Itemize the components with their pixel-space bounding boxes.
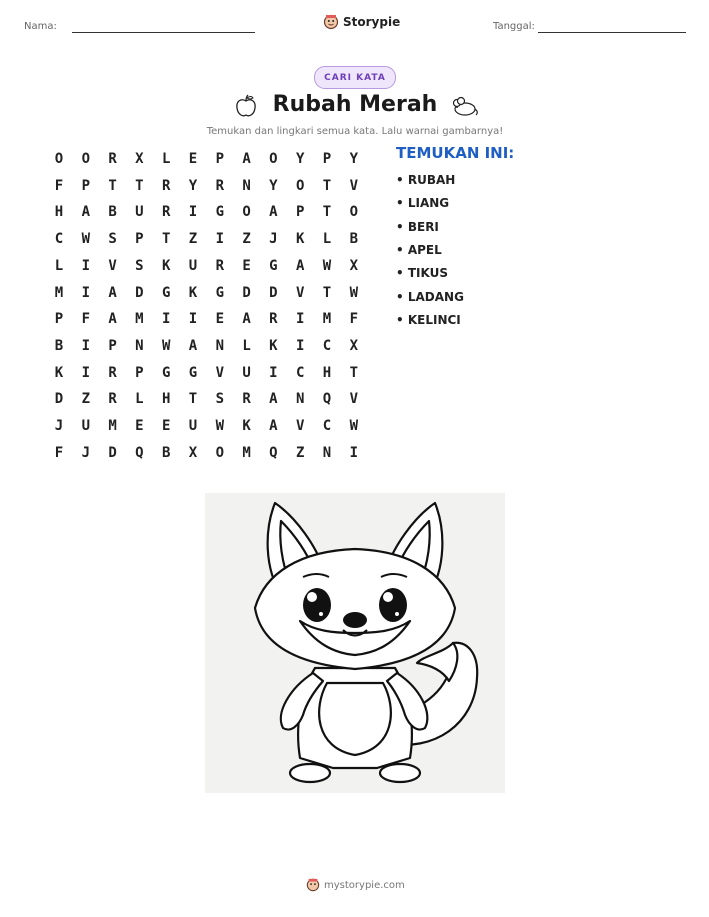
grid-letter[interactable]: N	[215, 337, 225, 354]
grid-letter[interactable]: O	[54, 151, 64, 167]
grid-letter[interactable]: G	[161, 284, 171, 301]
grid-letter[interactable]: V	[295, 418, 305, 434]
word-list-item: • KELINCI	[396, 312, 461, 327]
grid-letter[interactable]: Y	[188, 177, 198, 194]
grid-letter[interactable]: R	[161, 177, 171, 194]
grid-letter[interactable]: N	[242, 177, 251, 194]
grid-letter[interactable]: W	[81, 231, 91, 248]
grid-letter[interactable]: C	[54, 231, 64, 248]
word-list-item: • TIKUS	[396, 266, 448, 281]
grid-letter[interactable]: F	[349, 311, 359, 328]
grid-letter[interactable]: D	[108, 444, 117, 461]
brand-name: Storypie	[343, 15, 401, 29]
grid-letter[interactable]: L	[161, 151, 171, 167]
grid-letter[interactable]: A	[81, 204, 91, 221]
grid-letter[interactable]: G	[269, 257, 278, 274]
grid-letter[interactable]: I	[188, 204, 198, 221]
grid-letter[interactable]: I	[188, 311, 198, 328]
grid-letter[interactable]: V	[349, 391, 359, 408]
grid-letter[interactable]: F	[81, 311, 91, 328]
grid-letter[interactable]: R	[215, 177, 225, 194]
grid-letter[interactable]: P	[322, 151, 332, 167]
grid-letter[interactable]: G	[161, 364, 171, 381]
word-list-item: • RUBAH	[396, 173, 456, 187]
word-list-item: • APEL	[396, 242, 442, 257]
date-line[interactable]	[538, 32, 686, 33]
grid-letter[interactable]: R	[108, 391, 117, 408]
grid-letter[interactable]: U	[81, 418, 91, 434]
storypie-footer-icon	[306, 878, 320, 892]
grid-letter[interactable]: K	[242, 418, 251, 434]
grid-letter[interactable]: O	[349, 204, 359, 221]
grid-letter[interactable]: T	[322, 204, 332, 221]
grid-letter[interactable]: U	[188, 257, 198, 274]
footer-url: mystorypie.com	[324, 879, 405, 891]
name-line[interactable]	[72, 32, 255, 33]
grid-letter[interactable]: B	[108, 204, 117, 221]
grid-letter[interactable]: A	[188, 337, 198, 354]
grid-letter[interactable]: M	[54, 284, 64, 301]
grid-letter[interactable]: N	[295, 391, 305, 408]
grid-letter[interactable]: Q	[135, 444, 144, 461]
grid-letter[interactable]: A	[242, 151, 251, 167]
grid-letter[interactable]: P	[135, 364, 144, 381]
grid-letter[interactable]: Z	[242, 231, 251, 248]
grid-letter[interactable]: J	[81, 444, 91, 461]
grid-letter[interactable]: Y	[349, 151, 359, 167]
grid-letter[interactable]: T	[161, 231, 171, 248]
grid-letter[interactable]: R	[108, 364, 117, 381]
grid-letter[interactable]: Z	[81, 391, 91, 408]
grid-letter[interactable]: W	[349, 418, 359, 434]
page-title: Rubah Merah	[272, 92, 438, 117]
footer	[306, 878, 405, 892]
grid-letter[interactable]: C	[322, 418, 332, 434]
grid-letter[interactable]: O	[81, 151, 91, 167]
storypie-logo-icon	[323, 14, 339, 30]
grid-letter[interactable]: I	[295, 337, 305, 354]
grid-letter[interactable]: B	[161, 444, 171, 461]
activity-badge: CARI KATA	[314, 66, 396, 89]
grid-letter[interactable]: T	[349, 364, 359, 381]
date-label: Tanggal:	[493, 21, 535, 32]
grid-letter[interactable]: T	[322, 177, 332, 194]
grid-letter[interactable]: V	[215, 364, 225, 381]
grid-letter[interactable]: P	[81, 177, 91, 194]
grid-letter[interactable]: T	[108, 177, 117, 194]
grid-letter[interactable]: K	[188, 284, 198, 301]
grid-letter[interactable]: M	[242, 444, 251, 461]
grid-letter[interactable]: E	[161, 418, 171, 434]
grid-letter[interactable]: T	[135, 177, 144, 194]
grid-letter[interactable]: H	[161, 391, 171, 408]
name-label: Nama:	[24, 21, 57, 32]
grid-letter[interactable]: L	[54, 257, 64, 274]
grid-letter[interactable]: D	[269, 284, 278, 301]
grid-letter[interactable]: A	[242, 311, 251, 328]
grid-letter[interactable]: R	[108, 151, 117, 167]
mouse-icon	[448, 94, 480, 118]
instructions: Temukan dan lingkari semua kata. Lalu warnai gambarnya!	[206, 126, 504, 137]
grid-letter[interactable]: L	[135, 391, 144, 408]
grid-letter[interactable]: R	[215, 257, 225, 274]
grid-letter[interactable]: C	[322, 337, 332, 354]
word-list-item: • LADANG	[396, 289, 464, 304]
grid-letter[interactable]: P	[135, 231, 144, 248]
grid-letter[interactable]: J	[269, 231, 278, 248]
coloring-picture[interactable]	[205, 493, 505, 793]
grid-letter[interactable]: U	[135, 204, 144, 221]
grid-letter[interactable]: M	[108, 418, 117, 434]
grid-letter[interactable]: W	[215, 418, 225, 434]
grid-letter[interactable]: I	[295, 311, 305, 328]
grid-letter[interactable]: P	[108, 337, 117, 354]
grid-letter[interactable]: Y	[295, 151, 305, 167]
word-list-item: • LIANG	[396, 196, 450, 211]
grid-letter[interactable]: S	[108, 231, 117, 248]
grid-letter[interactable]: H	[54, 204, 64, 221]
grid-letter[interactable]: I	[215, 231, 225, 248]
grid-letter[interactable]: P	[215, 151, 225, 167]
grid-letter[interactable]: X	[349, 337, 359, 354]
grid-letter[interactable]: Q	[322, 391, 332, 408]
grid-letter[interactable]: I	[81, 284, 91, 301]
grid-letter[interactable]: H	[322, 364, 332, 381]
grid-letter[interactable]: F	[54, 177, 64, 194]
grid-letter[interactable]: O	[242, 204, 251, 221]
grid-letter[interactable]: O	[215, 444, 225, 461]
grid-letter[interactable]: G	[215, 284, 225, 301]
grid-letter[interactable]: E	[188, 151, 198, 167]
grid-letter[interactable]: A	[269, 418, 278, 434]
grid-letter[interactable]: A	[269, 391, 278, 408]
grid-letter[interactable]: S	[135, 257, 144, 274]
grid-letter[interactable]: K	[54, 364, 64, 381]
grid-letter[interactable]: X	[188, 444, 198, 461]
grid-letter[interactable]: M	[135, 311, 144, 328]
grid-letter[interactable]: F	[54, 444, 64, 461]
grid-letter[interactable]: V	[108, 257, 117, 274]
grid-letter[interactable]: A	[295, 257, 305, 274]
grid-letter[interactable]: W	[349, 284, 359, 301]
grid-letter[interactable]: X	[349, 257, 359, 274]
grid-letter[interactable]: N	[135, 337, 144, 354]
grid-letter[interactable]: B	[54, 337, 64, 354]
grid-letter[interactable]: K	[269, 337, 278, 354]
grid-letter[interactable]: R	[161, 204, 171, 221]
grid-letter[interactable]: C	[295, 364, 305, 381]
grid-letter[interactable]: Z	[295, 444, 305, 461]
grid-letter[interactable]: K	[161, 257, 171, 274]
grid-letter[interactable]: A	[108, 311, 117, 328]
grid-letter[interactable]: O	[269, 151, 278, 167]
grid-letter[interactable]: D	[242, 284, 251, 301]
fox-drawing	[205, 493, 505, 793]
grid-letter[interactable]: J	[54, 418, 64, 434]
grid-letter[interactable]: R	[269, 311, 278, 328]
word-list-title: TEMUKAN INI:	[396, 144, 515, 162]
grid-letter[interactable]: I	[269, 364, 278, 381]
grid-letter[interactable]: D	[54, 391, 64, 408]
grid-letter[interactable]: I	[81, 364, 91, 381]
grid-letter[interactable]: A	[269, 204, 278, 221]
grid-letter[interactable]: E	[135, 418, 144, 434]
grid-letter[interactable]: T	[188, 391, 198, 408]
grid-letter[interactable]: Z	[188, 231, 198, 248]
grid-letter[interactable]: M	[322, 311, 332, 328]
grid-letter[interactable]: E	[215, 311, 225, 328]
grid-letter[interactable]: I	[349, 444, 359, 461]
grid-letter[interactable]: A	[108, 284, 117, 301]
grid-letter[interactable]: I	[81, 337, 91, 354]
grid-letter[interactable]: S	[215, 391, 225, 408]
grid-letter[interactable]: Q	[269, 444, 278, 461]
grid-letter[interactable]: I	[81, 257, 91, 274]
grid-letter[interactable]: K	[295, 231, 305, 248]
grid-letter[interactable]: W	[161, 337, 171, 354]
grid-letter[interactable]: P	[295, 204, 305, 221]
grid-letter[interactable]: X	[135, 151, 144, 167]
grid-letter[interactable]: E	[242, 257, 251, 274]
apple-icon	[233, 93, 259, 119]
grid-letter[interactable]: L	[322, 231, 332, 248]
grid-letter[interactable]: D	[135, 284, 144, 301]
grid-letter[interactable]: O	[295, 177, 305, 194]
grid-letter[interactable]: V	[349, 177, 359, 194]
grid-letter[interactable]: T	[322, 284, 332, 301]
grid-letter[interactable]: U	[188, 418, 198, 434]
grid-letter[interactable]: B	[349, 231, 359, 248]
grid-letter[interactable]: G	[188, 364, 198, 381]
grid-letter[interactable]: G	[215, 204, 225, 221]
word-list-item: • BERI	[396, 219, 439, 234]
grid-letter[interactable]: V	[295, 284, 305, 301]
grid-letter[interactable]: L	[242, 337, 251, 354]
grid-letter[interactable]: Y	[269, 177, 278, 194]
grid-letter[interactable]: I	[161, 311, 171, 328]
grid-letter[interactable]: R	[242, 391, 251, 408]
brand	[323, 14, 400, 30]
grid-letter[interactable]: W	[322, 257, 332, 274]
grid-letter[interactable]: P	[54, 311, 64, 328]
grid-letter[interactable]: N	[322, 444, 332, 461]
grid-letter[interactable]: U	[242, 364, 251, 381]
